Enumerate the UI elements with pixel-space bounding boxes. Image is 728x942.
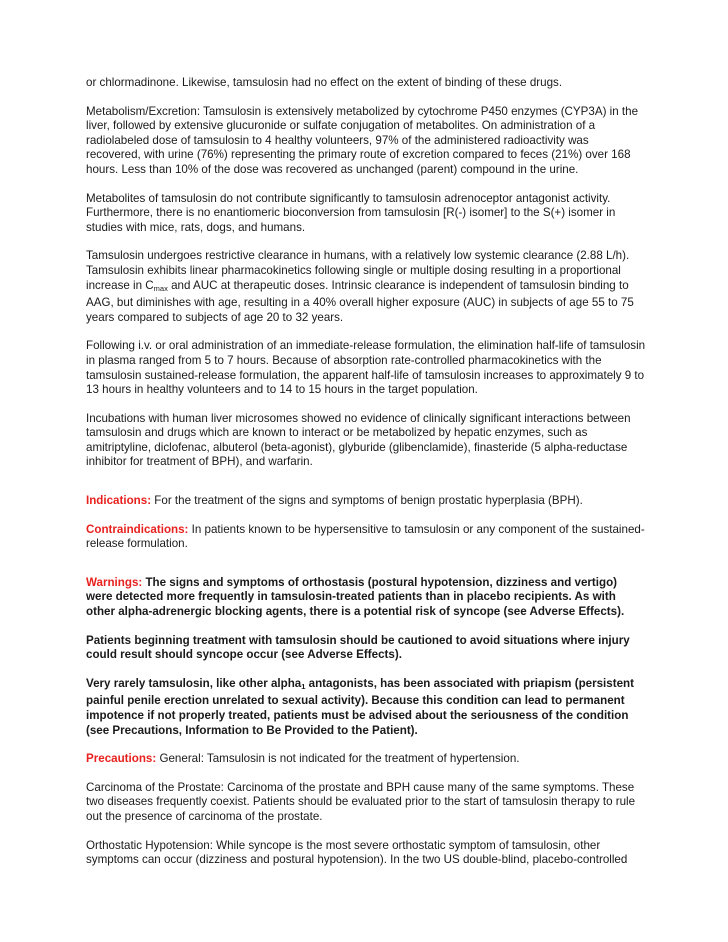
precautions-heading: Precautions: bbox=[86, 752, 157, 766]
paragraph-interactions: Incubations with human liver microsomes showed no evidence of clinically significant interactions between tamsulosin and drugs which are known to interact or be metabolized by hepatic enzymes, such as amitriptyline, diclofenac, albuterol (beta-agonist), glyburide (glibenclamide), finasteride (5 alpha-reductase inhibitor for treatment of BPH), and warfarin. bbox=[86, 411, 631, 469]
indications-section bbox=[86, 494, 646, 509]
alpha-subscript: 1 bbox=[301, 681, 306, 691]
contraindications-text: In patients known to be hypersensitive to tamsulosin or any component of the sustained-release formulation. bbox=[86, 522, 645, 551]
paragraph-metabolites: Metabolites of tamsulosin do not contribute significantly to tamsulosin adrenoceptor antagonist activity. Furthermore, there is no enantiomeric bioconversion from tamsulosin [R(-) isomer] to the S(+) isomer in studies with mice, rats, dogs, and humans. bbox=[86, 191, 616, 234]
precautions-orthostatic: Orthostatic Hypotension: While syncope is the most severe orthostatic symptom of tamsulosin, other symptoms can occur (dizziness and postural hypotension). In the two US double-blind, placebo-controlled bbox=[86, 838, 628, 867]
document-page bbox=[86, 76, 646, 882]
warnings-section bbox=[86, 576, 646, 620]
warnings-heading: Warnings: bbox=[86, 575, 143, 589]
warnings-text: The signs and symptoms of orthostasis (postural hypotension, dizziness and vertigo) were detected more frequently in tamsulosin-treated patients than in placebo recipients. As with other alpha-adrenergic blocking agents, there is a potential risk of syncope (see Adverse Effects). bbox=[86, 575, 625, 619]
clearance-text-a: Tamsulosin undergoes restrictive clearance in humans, with a relatively low systemic clearance (2.88 L/h). Tamsulosin exhibits linear pharmacokinetics following single or multiple dosing resulting in a proportional increase in C bbox=[86, 249, 630, 292]
indications-heading: Indications: bbox=[86, 494, 152, 508]
precautions-carcinoma: Carcinoma of the Prostate: Carcinoma of the prostate and BPH cause many of the same symptoms. These two diseases frequently coexist. Patients should be evaluated prior to the start of tamsulosin therapy to rule out the presence of carcinoma of the prostate. bbox=[86, 780, 636, 823]
paragraph-metabolism-excretion: Metabolism/Excretion: Tamsulosin is extensively metabolized by cytochrome P450 enzymes (CYP3A) in the liver, followed by extensive glucuronide or sulfate conjugation of metabolites. On administration of a radiolabeled dose of tamsulosin to 4 healthy volunteers, 97% of the administered radioactivity was recovered, with urine (76%) representing the primary route of excretion compared to feces (21%) over 168 hours. Less than 10% of the dose was recovered as unchanged (parent) compound in the urine. bbox=[86, 104, 639, 176]
precautions-section bbox=[86, 752, 646, 767]
paragraph-half-life: Following i.v. or oral administration of an immediate-release formulation, the elimination half-life of tamsulosin in plasma ranged from 5 to 7 hours. Because of absorption rate-controlled pharmacokinetics with the tamsulosin sustained-release formulation, the apparent half-life of tamsulosin increases to approximately 9 to 13 hours in healthy volunteers and to 14 to 15 hours in the target population. bbox=[86, 339, 646, 397]
contraindications-section bbox=[86, 523, 646, 552]
warnings-priapism-a: Very rarely tamsulosin, like other alpha bbox=[86, 676, 302, 690]
warnings-paragraph-3 bbox=[86, 677, 646, 738]
warnings-paragraph-2: Patients beginning treatment with tamsulosin should be cautioned to avoid situations where injury could result should syncope occur (see Adverse Effects). bbox=[86, 633, 630, 662]
indications-text: For the treatment of the signs and symptoms of benign prostatic hyperplasia (BPH). bbox=[151, 494, 583, 508]
clearance-text-b: and AUC at therapeutic doses. Intrinsic clearance is independent of tamsulosin binding to AAG, but diminishes with age, resulting in a 40% overall higher exposure (AUC) in subjects of age 55 to 75 years compared to subjects of age 20 to 32 years. bbox=[86, 278, 634, 324]
cmax-subscript: max bbox=[153, 283, 168, 293]
contraindications-heading: Contraindications: bbox=[86, 522, 189, 536]
paragraph-binding: or chlormadinone. Likewise, tamsulosin had no effect on the extent of binding of these drugs. bbox=[86, 76, 563, 89]
paragraph-clearance bbox=[86, 249, 646, 325]
precautions-text: General: Tamsulosin is not indicated for the treatment of hypertension. bbox=[156, 752, 520, 766]
warnings-priapism-b: antagonists, has been associated with priapism (persistent painful penile erection unrelated to sexual activity). Because this condition can lead to permanent impotence if not properly treated, patients must be advised about the seriousness of the condition (see Precautions, Information to Be Provided to the Patient). bbox=[86, 676, 634, 737]
